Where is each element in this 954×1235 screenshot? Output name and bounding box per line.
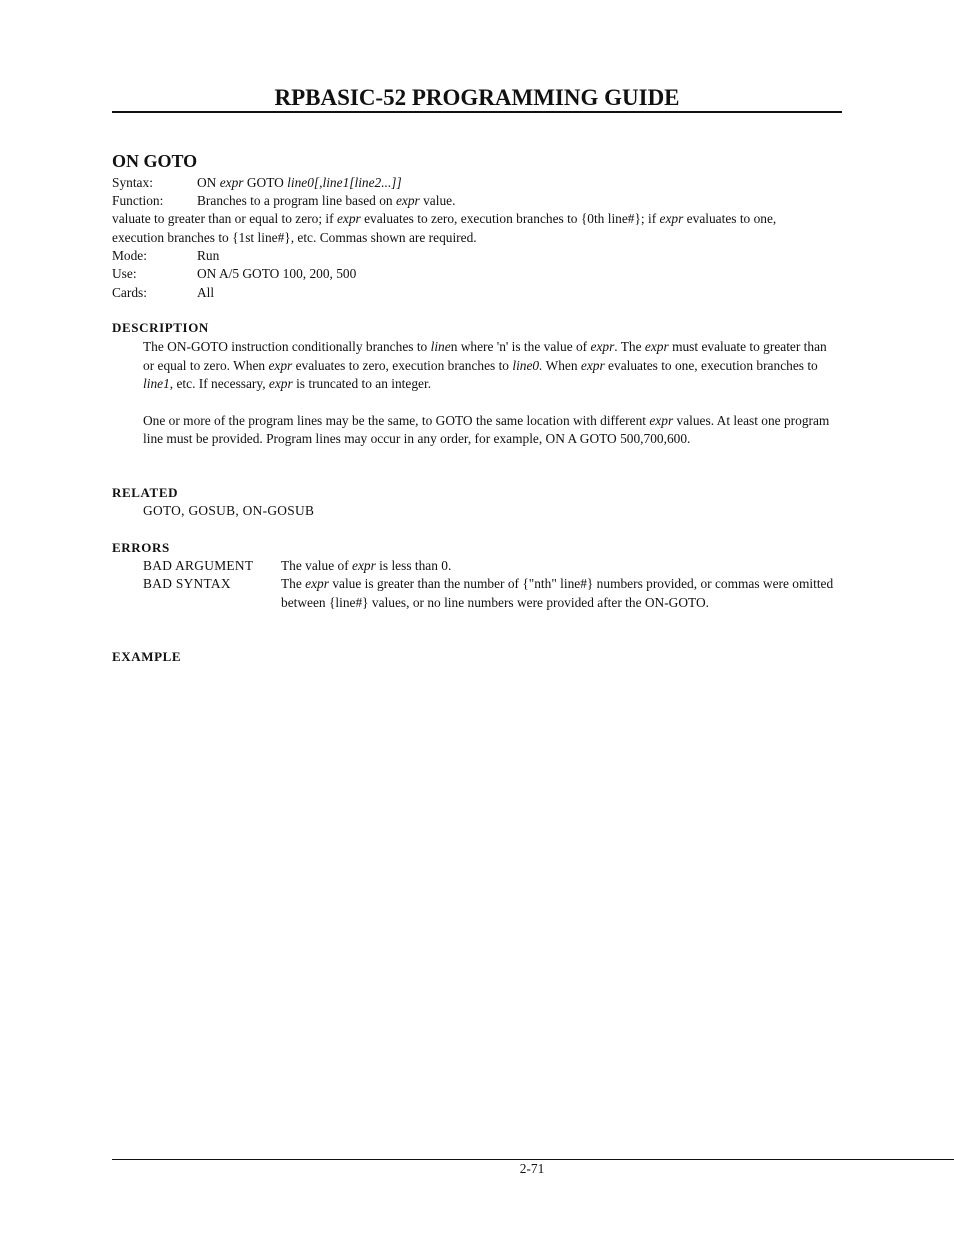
function-note <box>112 209 812 247</box>
page-header-title: RPBASIC-52 PROGRAMMING GUIDE <box>274 85 680 110</box>
desc-expr: expr <box>649 412 674 428</box>
desc-text: One or more of the program lines may be the same, to GOTO the same location with different <box>143 412 650 428</box>
use-value: ON A/5 GOTO 100, 200, 500 <box>197 266 357 281</box>
desc-text: n where 'n' is the value of <box>450 339 591 354</box>
description-body <box>143 338 833 449</box>
note-expr-2: expr <box>659 211 684 226</box>
footer-divider <box>112 1159 954 1160</box>
syntax-row <box>112 174 402 192</box>
desc-expr: expr <box>268 376 293 391</box>
note-text-2: evaluates to zero, execution branches to {0th line#}; if <box>360 211 660 226</box>
error-text: is less than 0. <box>375 558 452 573</box>
error-name: BAD ARGUMENT <box>143 558 254 573</box>
error-description <box>281 575 836 612</box>
desc-text: The ON-GOTO instruction conditionally branches to <box>143 339 431 354</box>
description-paragraph-2 <box>143 412 833 449</box>
cards-label: Cards: <box>112 285 147 300</box>
desc-expr: expr <box>590 339 615 354</box>
mode-row <box>112 247 219 265</box>
error-text: The value of <box>281 558 353 573</box>
syntax-mid: GOTO <box>243 175 288 190</box>
function-expr: expr <box>395 193 420 208</box>
desc-line1: line1 <box>143 376 170 391</box>
error-text: value is greater than the number of {"nth" line#} numbers provided, or commas were omitted between {line#} values, or no line numbers were provided after the ON-GOTO. <box>281 576 834 610</box>
desc-expr: expr <box>268 357 293 373</box>
header-divider <box>112 111 842 113</box>
mode-value: Run <box>197 248 220 263</box>
related-text: GOTO, GOSUB, ON-GOSUB <box>143 503 315 518</box>
error-name: BAD SYNTAX <box>143 576 231 591</box>
error-text: The <box>281 576 306 591</box>
command-title: ON GOTO <box>112 151 198 171</box>
note-text-3: evaluates to one, execution branches to {1st line#}, etc. Commas shown are required. <box>112 211 777 245</box>
error-expr: expr <box>305 576 329 591</box>
function-row <box>112 192 455 210</box>
function-suffix: value. <box>419 193 456 208</box>
use-label: Use: <box>112 266 137 281</box>
note-text-1: valuate to greater than or equal to zero; if <box>112 211 337 226</box>
description-heading: DESCRIPTION <box>112 320 209 335</box>
desc-expr: expr <box>644 339 669 354</box>
desc-text: When <box>542 357 581 373</box>
desc-text: must evaluate to greater than or equal to zero. When <box>143 339 827 373</box>
page-number: 2-71 <box>519 1161 545 1176</box>
syntax-label: Syntax: <box>112 175 153 190</box>
mode-label: Mode: <box>112 248 147 263</box>
example-heading: EXAMPLE <box>112 649 182 664</box>
desc-text: . The <box>614 339 645 354</box>
syntax-expr: expr <box>219 175 244 190</box>
function-prefix: Branches to a program line based on <box>197 193 396 208</box>
desc-text: is truncated to an integer. <box>292 376 432 391</box>
error-description <box>281 557 836 576</box>
desc-text: values. At least one program line must be provided. Program lines may occur in any order, for example, ON A GOTO 500,700,600. <box>143 412 830 446</box>
cards-value: All <box>197 285 215 300</box>
cards-row <box>112 284 214 302</box>
error-expr: expr <box>352 558 376 573</box>
desc-text: , etc. If necessary, <box>169 376 269 391</box>
syntax-args: line0[,line1[line2...]] <box>287 175 402 190</box>
desc-expr: expr <box>580 357 605 373</box>
desc-line: line <box>430 339 451 354</box>
function-label: Function: <box>112 193 164 208</box>
errors-heading: ERRORS <box>112 540 170 555</box>
use-row <box>112 265 356 283</box>
description-paragraph-1 <box>143 338 833 394</box>
related-heading: RELATED <box>112 485 179 500</box>
desc-line0: line0. <box>512 357 543 373</box>
desc-text: evaluates to zero, execution branches to <box>292 357 513 373</box>
note-expr-1: expr <box>336 211 361 226</box>
syntax-prefix: ON <box>197 175 220 190</box>
desc-text: evaluates to one, execution branches to <box>604 357 818 373</box>
